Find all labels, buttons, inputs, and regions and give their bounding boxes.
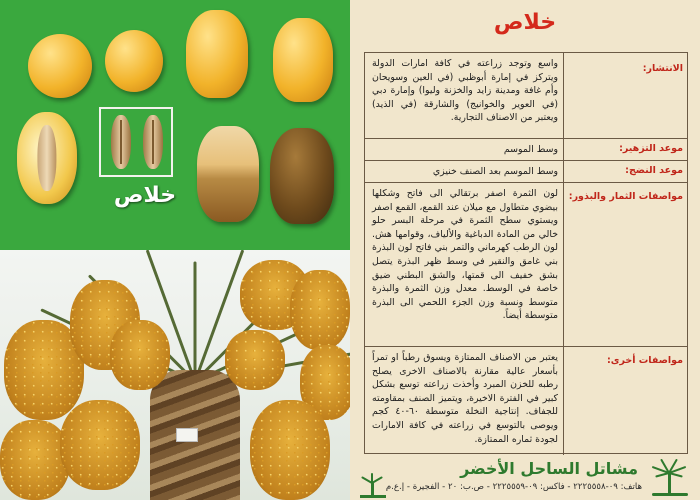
row-flowering [365,139,687,161]
gpn-logo-icon [360,474,386,498]
date-pit [37,125,56,191]
photo-caption: خلاص [113,183,177,208]
date-seed-2 [143,115,163,169]
other-specs-value: يعتبر من الاصناف الممتازة ويسوق رطباً او تمراً بأسعار عالية مقارنة بالاصناف الاخرى يصلح رطبه للخزن المبرد وأخذت زراعته توسع بشكل كبير في الفترة الاخيرة، ويتميز الصنف بمقاومته للجفاف. إنتاجية النخلة متوسطة ٦٠-٤٠ كجم ويوصى بالتوسع في زراعته في كافة الامارات لجودة ثماره الممتازة. [372,352,558,445]
distribution-value: واسع وتوجد زراعته في كافة امارات الدولة ويتركز في إمارة أبوظبي (في العين وسويحان وأم غافة ومدينة زايد والخزنة وليوا) وإمارة دبي (في العوير والخوانيج) والشارقة (في الذيد) ويعتبر من الاصناف التجارية. [372,58,558,124]
other-specs-label: مواصفات أخرى: [606,355,683,366]
info-card [350,0,700,500]
palm-tree-logo-icon [646,462,692,498]
row-ripening [365,161,687,183]
flowering-label: موعد التزهير: [619,143,683,154]
row-fruit-specs [365,183,687,347]
palm-frond [194,262,197,382]
variety-title: خلاص [493,10,557,35]
date-fruit-whole-1 [28,34,92,98]
date-fruit-half-ripe [197,126,259,222]
flowering-value: وسط الموسم [503,144,558,155]
seed-frame [99,107,173,177]
footer [350,458,700,500]
ripening-label: موعد النضج: [625,165,683,176]
date-bunch [60,400,140,490]
date-fruit-photo [0,0,350,250]
row-distribution [365,53,687,139]
date-fruit-cut-half [17,112,77,204]
company-name: مشاتل الساحل الأخضر [460,459,638,478]
date-bunch [110,320,170,390]
company-contact: هاتف: ٠٩-٢٢٢٥٥٥٨ - فاكس: ٠٩-٢٢٢٥٥٥٩ - ص.ب: ٢٠ - الفجيرة - إ.ع.م [385,482,642,492]
date-fruit-whole-2 [105,30,163,92]
date-bunch [290,270,350,350]
date-bunch [225,330,285,390]
date-fruit-whole-4 [273,18,333,102]
date-fruit-brown [270,128,334,224]
fruit-specs-value: لون الثمرة اصفر برتقالي الى فاتح وشكلها بيضوي متطاول مع ميلان عند القمع، القمع اصفر ويستوي سطح الثمرة في مرحلة البسر حلو خالي من المادة الدباغية والألياف، وقوامها هش. لون الرطب كهرماني والتمر بني فاتح لون البذرة بني غامق والنقير في وسط ظهر البذرة يتصل بشق خفيف الى قمتها، والشق البطني ضيق خاصة في الوسط. معدل وزن الثمرة والبذرة متوسط ونسبة وزن الجزء اللحمي الى البذرة متوسطة أيضاً. [372,188,558,322]
date-bunch [0,420,70,500]
distribution-label: الانتشار: [642,63,683,74]
date-fruit-whole-3 [186,10,248,98]
info-table [364,52,688,454]
palm-tree-photo [0,250,350,500]
fruit-specs-label: مواصفات الثمار والبذور: [568,191,683,202]
date-seed-1 [111,115,131,169]
row-other-specs [365,347,687,455]
tree-tag [176,428,198,442]
date-bunch [250,400,330,500]
ripening-value: وسط الموسم بعد الصنف خنيزي [432,166,558,177]
